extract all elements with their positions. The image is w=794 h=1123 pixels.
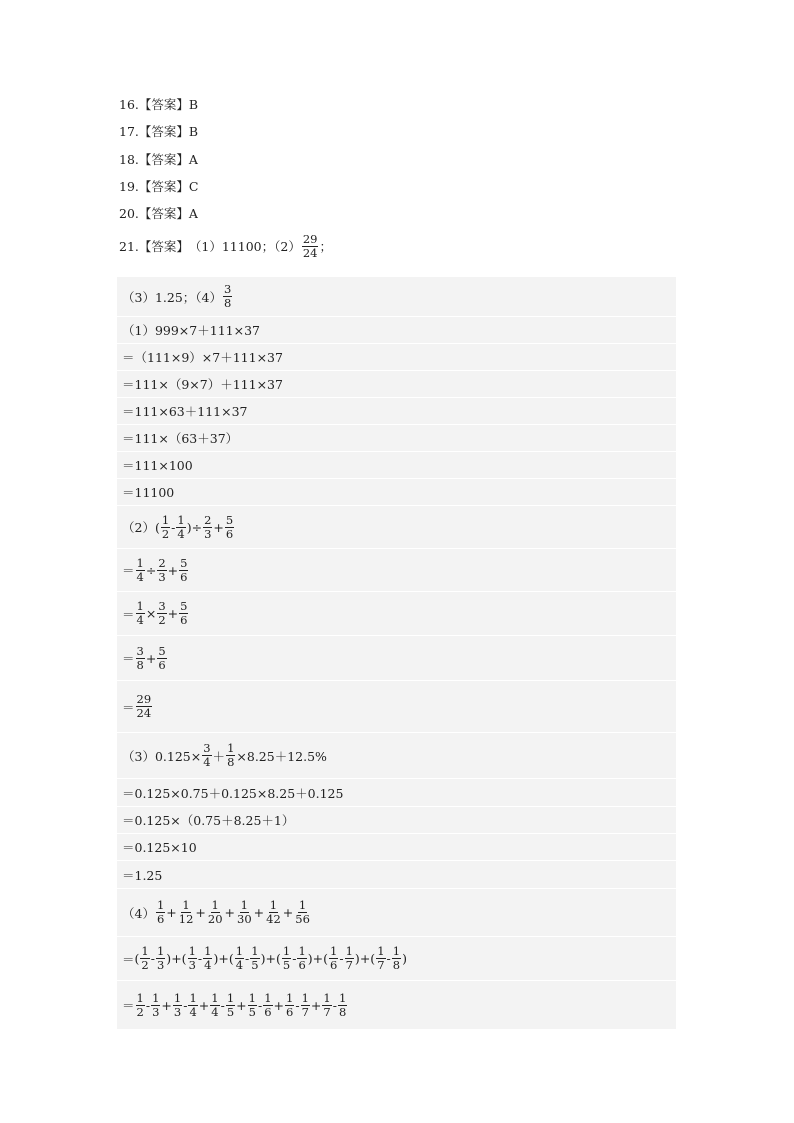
solution-line: （3）1.25；（4） $\frac{3}{8}$: [117, 277, 676, 317]
fraction: $\frac{3}{4}$: [203, 741, 211, 769]
fraction: $\frac{1}{7}$: [301, 990, 309, 1019]
fraction: $\frac{1}{8}$: [227, 741, 235, 769]
operator: +: [171, 951, 182, 966]
fraction: $\frac{1}{6}$: [298, 944, 306, 972]
solution-line: ＝ $\frac{3}{8}$ + $\frac{5}{6}$: [117, 636, 676, 681]
fraction: $\frac{1}{8}$: [338, 990, 347, 1019]
fraction: $\frac{1}{12}$: [178, 898, 194, 926]
fraction: $\frac{1}{4}$: [136, 599, 144, 627]
solution-line: （3）0.125× $\frac{3}{4}$ ＋ $\frac{1}{8}$ ×8.25＋12.5%: [117, 733, 676, 779]
solution-line: ＝ $\frac{29}{24}$: [117, 681, 676, 733]
fraction: $\frac{1}{3}$: [156, 944, 165, 972]
fraction: $\frac{1}{6}$: [330, 944, 338, 972]
fraction: $\frac{1}{8}$: [392, 944, 401, 972]
solution-line: ＝（111×9）×7＋111×37: [117, 344, 676, 371]
fraction: $\frac{29}{24}$: [136, 692, 152, 720]
fraction: $\frac{1}{42}$: [266, 898, 281, 926]
fraction: $\frac{1}{4}$: [177, 512, 185, 541]
solution-line: （4） $\frac{1}{6}$ + $\frac{1}{12}$ + $\frac{1}{20}$ + $\frac{1}{30}$ + $\frac{1}{42}$ + $\frac{1}{56}$: [117, 889, 676, 937]
fraction: $\frac{2}{3}$: [204, 512, 212, 541]
solution-line: ＝0.125×10: [117, 834, 676, 861]
answer-17: 17.【答案】B: [119, 124, 199, 140]
solution-box: [117, 277, 676, 1029]
fraction: $\frac{1}{6}$: [286, 990, 294, 1019]
fraction: $\frac{5}{6}$: [225, 512, 234, 541]
solution-line: ＝ $\frac{1}{4}$ ÷ $\frac{2}{3}$ + $\frac{5}{6}$: [117, 549, 676, 592]
operator: +: [312, 951, 324, 966]
fraction: $\frac{3}{8}$: [224, 282, 232, 310]
solution-line: （1）999×7＋111×37: [117, 317, 676, 344]
fraction: $\frac{1}{2}$: [141, 944, 149, 972]
fraction: $\frac{1}{2}$: [161, 512, 170, 541]
fraction: $\frac{5}{6}$: [158, 643, 166, 672]
solution-line: ＝ ( $\frac{1}{2}$ - $\frac{1}{3}$ ) + ( $\frac{1}{3}$ - $\frac{1}{4}$ ) + ( $\frac{1}{4}$ - $\frac{1}{5}$ ) + ( $\frac{1}{5}$ - $\frac{1}{6}$ ) + ( $\frac{1}{6}$ - $\frac{1}{7}$ ) + ( $\frac{1}{7}$ - $\frac{1}{8}$ ): [117, 937, 676, 981]
fraction: $\frac{1}{5}$: [248, 990, 256, 1019]
fraction: $\frac{1}{5}$: [226, 990, 235, 1019]
fraction: $\frac{3}{2}$: [158, 599, 166, 627]
solution-line: ＝0.125×（0.75＋8.25＋1）: [117, 807, 676, 834]
fraction: $\frac{2}{3}$: [158, 555, 166, 584]
operator: (: [134, 951, 140, 966]
operator: +: [265, 951, 276, 966]
fraction: $\frac{1}{4}$: [204, 944, 212, 972]
operator: -: [339, 951, 344, 966]
operator: -: [292, 951, 297, 966]
operator: ): [402, 951, 407, 966]
fraction: $\frac{1}{2}$: [136, 990, 144, 1019]
answer-list: [119, 95, 332, 261]
fraction: $\frac{1}{4}$: [211, 990, 219, 1019]
fraction: $\frac{1}{3}$: [188, 944, 196, 972]
operator: (: [275, 951, 281, 966]
fraction: $\frac{1}{4}$: [235, 944, 244, 972]
solution-line: （2）( $\frac{1}{2}$ - $\frac{1}{4}$ )÷ $\frac{2}{3}$ + $\frac{5}{6}$: [117, 506, 676, 549]
operator: ): [307, 951, 313, 966]
fraction: $\frac{1}{6}$: [264, 990, 272, 1019]
solution-line: ＝111×（63＋37）: [117, 425, 676, 452]
operator: (: [323, 951, 329, 966]
fraction: $\frac{1}{30}$: [237, 898, 252, 926]
fraction: $\frac{5}{6}$: [180, 599, 188, 627]
solution-line: ＝111×（9×7）＋111×37: [117, 371, 676, 398]
solution-line: ＝111×63＋111×37: [117, 398, 676, 425]
fraction: $\frac{1}{5}$: [251, 944, 259, 972]
operator: -: [245, 951, 250, 966]
operator: +: [359, 951, 371, 966]
operator: (: [228, 951, 234, 966]
answer-21: 21. 【答案】 （1）11100；（2） $\frac{29}{24}$ ；: [119, 231, 332, 260]
fraction: $\frac{1}{20}$: [207, 898, 223, 926]
fraction: $\frac{1}{56}$: [295, 898, 310, 926]
fraction: $\frac{1}{5}$: [282, 944, 291, 972]
solution-line: ＝11100: [117, 479, 676, 506]
fraction: $\frac{1}{7}$: [345, 944, 353, 972]
fraction: $\frac{1}{4}$: [136, 555, 144, 584]
answer-20: 20.【答案】A: [119, 206, 198, 222]
fraction: $\frac{3}{8}$: [136, 643, 144, 672]
operator: (: [181, 951, 187, 966]
solution-line: ＝ $\frac{1}{2}$ - $\frac{1}{3}$ + $\frac{1}{3}$ - $\frac{1}{4}$ + $\frac{1}{4}$ - $\frac{1}{5}$ + $\frac{1}{5}$ - $\frac{1}{6}$ + $\frac{1}{6}$ - $\frac{1}{7}$ + $\frac{1}{7}$ - $\frac{1}{8}$: [122, 990, 347, 1019]
operator: ): [213, 951, 219, 966]
fraction: $\frac{1}{3}$: [173, 990, 182, 1019]
solution-line: ＝111×100: [117, 452, 676, 479]
operator: -: [150, 951, 155, 966]
solution-line: ＝1.25: [117, 861, 676, 889]
fraction: $\frac{5}{6}$: [180, 555, 188, 584]
fraction: $\frac{1}{7}$: [323, 990, 331, 1019]
operator: ): [354, 951, 360, 966]
operator: -: [386, 951, 391, 966]
operator: -: [197, 951, 203, 966]
fraction: $\frac{1}{6}$: [156, 898, 165, 926]
solution-line: ＝ $\frac{1}{4}$ × $\frac{3}{2}$ + $\frac{5}{6}$: [117, 592, 676, 636]
operator: (: [370, 951, 376, 966]
answer-16: 16.【答案】B: [119, 97, 199, 112]
fraction: $\frac{29}{24}$: [302, 231, 318, 260]
fraction: $\frac{1}{7}$: [377, 944, 385, 972]
answer-18: 18.【答案】A: [119, 151, 198, 167]
fraction: $\frac{1}{3}$: [152, 990, 160, 1019]
fraction: $\frac{1}{4}$: [189, 990, 197, 1019]
operator: +: [218, 951, 229, 966]
operator: ): [260, 951, 266, 966]
operator: ): [166, 951, 172, 966]
answer-19: 19.【答案】C: [119, 178, 199, 194]
solution-line: ＝0.125×0.75＋0.125×8.25＋0.125: [117, 779, 676, 807]
